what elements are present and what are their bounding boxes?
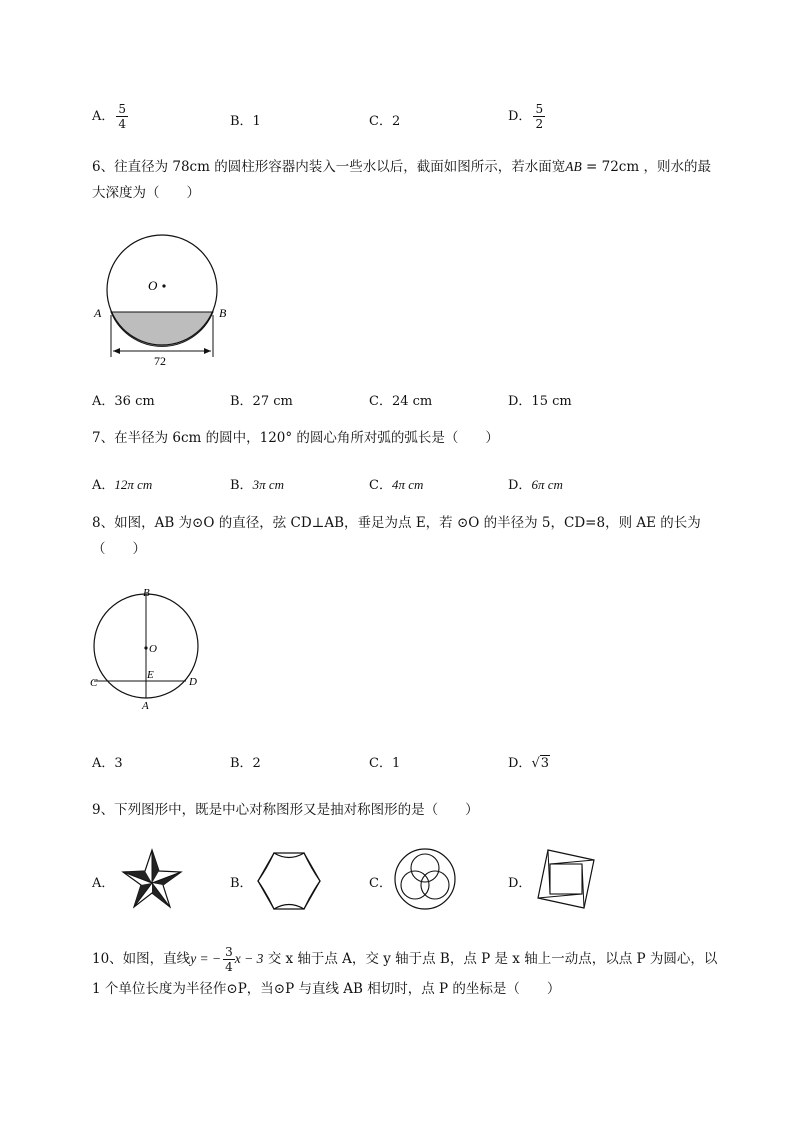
sqrt-radicand: 3	[540, 756, 550, 771]
label-o: O	[148, 278, 158, 293]
option-label: D．	[508, 478, 532, 493]
center-dot	[144, 646, 147, 649]
q6-circle-figure	[90, 220, 240, 370]
q5-option-b: B．1	[230, 114, 261, 129]
three-circles-icon	[392, 846, 458, 912]
q10-eq-rest: x − 3	[234, 951, 264, 966]
q7-option-b	[230, 474, 284, 493]
q9-label-a: A．	[92, 876, 115, 891]
concave-hexagon-icon	[254, 848, 324, 914]
q7-option-d	[508, 474, 563, 493]
q8-stem	[92, 510, 742, 562]
q5-options	[92, 102, 742, 132]
q6-option-a: A．36 cm	[92, 394, 155, 409]
numerator: 5	[118, 102, 127, 116]
option-value: 3π cm	[252, 477, 284, 492]
q8-option-d: D．√3	[508, 756, 550, 771]
water-region	[111, 312, 213, 346]
q8-options	[92, 752, 742, 782]
dim-arrow-left	[113, 348, 120, 354]
q6-option-d: D．15 cm	[508, 394, 572, 409]
option-label: D．	[508, 756, 532, 771]
label-e: E	[147, 669, 154, 681]
q9-label-c: C．	[369, 876, 392, 891]
option-label: A．	[92, 478, 115, 493]
q10-stem	[92, 944, 742, 1004]
q6-stem-text-3: 大深度为（ ）	[92, 185, 200, 201]
option-label: D．	[508, 109, 532, 124]
square-pinwheel-icon	[528, 846, 600, 916]
q8-option-c: C．1	[369, 756, 401, 771]
fraction	[533, 102, 545, 131]
dim-arrow-right	[204, 348, 211, 354]
option-label: C．	[369, 478, 392, 493]
q8-stem-text: 8、如图，AB 为⊙O 的直径，弦 CD⊥AB，垂足为点 E，若 ⊙O 的半径为 5，CD=8，则 AE 的长为	[92, 515, 701, 531]
q8-option-b: B．2	[230, 756, 261, 771]
q6-stem-text: 6、往直径为 78cm 的圆柱形容器内装入一些水以后，截面如图所示，若水面宽	[92, 159, 566, 175]
q5-option-a	[92, 102, 128, 131]
q10-text-2: 交 x 轴于点 A，交 y 轴于点 B，点 P 是 x 轴上一动点，以点 P 为圆心，以	[263, 951, 718, 967]
option-value: 12π cm	[114, 477, 153, 492]
option-label: B．	[230, 478, 253, 493]
option-label: A．	[92, 109, 115, 124]
q7-stem: 7、在半径为 6cm 的圆中，120° 的圆心角所对弧的弧长是（ ）	[92, 430, 499, 446]
five-point-star-icon	[120, 845, 184, 915]
label-d: D	[189, 676, 197, 688]
fraction	[116, 102, 128, 131]
q5-option-d	[508, 102, 545, 131]
denominator: 4	[118, 117, 127, 131]
q8-option-a: A．3	[92, 756, 123, 771]
q10-text-3: 1 个单位长度为半径作⊙P，当⊙P 与直线 AB 相切时，点 P 的坐标是（ ）	[92, 981, 561, 997]
center-dot	[162, 284, 165, 287]
option-value: 6π cm	[531, 477, 563, 492]
q10-eq-y: y = −	[190, 951, 222, 966]
label-a: A	[142, 700, 149, 712]
numerator: 5	[535, 102, 544, 116]
q6-stem-var: AB	[565, 159, 582, 174]
label-o: O	[149, 643, 157, 655]
q6-options	[92, 390, 742, 420]
q7-option-a	[92, 474, 152, 493]
dim-label: 72	[154, 354, 166, 368]
q10-text: 10、如图，直线	[92, 951, 191, 967]
q8-stem-text-2: （ ）	[92, 541, 146, 557]
label-b: B	[143, 587, 150, 599]
label-a: A	[94, 306, 102, 320]
q6-option-c: C．24 cm	[369, 394, 433, 409]
q10-eq-fraction	[223, 945, 235, 974]
q9-label-d: D．	[508, 876, 532, 891]
label-b: B	[219, 306, 227, 320]
q7-option-c	[369, 474, 423, 493]
q9-label-b: B．	[230, 876, 253, 891]
option-value: 4π cm	[391, 477, 424, 492]
q9-stem: 9、下列图形中，既是中心对称图形又是抽对称图形的是（ ）	[92, 802, 479, 818]
denominator: 2	[535, 117, 544, 131]
q6-stem-text-2: = 72cm ，则水的最	[581, 159, 711, 175]
q5-option-c: C．2	[369, 114, 401, 129]
q6-option-b: B．27 cm	[230, 394, 293, 409]
q8-circle-figure	[82, 585, 212, 715]
q6-stem	[92, 154, 742, 206]
numerator: 3	[225, 945, 233, 959]
denominator: 4	[225, 960, 233, 974]
label-c: C	[90, 677, 98, 689]
q7-options	[92, 474, 742, 504]
